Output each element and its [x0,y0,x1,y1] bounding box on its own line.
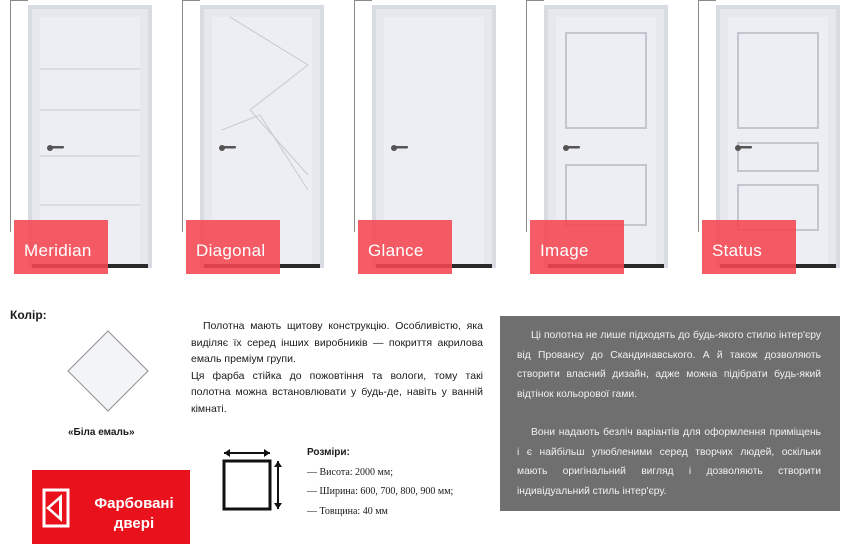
painted-doors-badge[interactable] [32,470,190,544]
size-item-height: — Висота: 2000 мм; [307,466,393,478]
size-item-thickness: — Товщина: 40 мм [307,505,388,517]
door-name-status[interactable]: Status [702,220,796,274]
door-name-glance[interactable]: Glance [358,220,452,274]
frame-line [698,0,716,1]
frame-line [354,0,372,1]
frame-line [526,0,527,232]
badge-line: Фарбовані [94,495,174,512]
door-icon [42,488,72,528]
description-text [191,318,483,417]
door-card-status[interactable] [698,0,848,272]
door-name-meridian[interactable]: Meridian [14,220,108,274]
door-card-diagonal[interactable] [182,0,332,272]
color-title: Колір: [10,308,47,322]
door-card-glance[interactable] [354,0,504,272]
frame-line [10,0,11,232]
info-box [500,316,840,511]
badge-label [80,494,188,534]
frame-line [526,0,544,1]
door-card-meridian[interactable] [10,0,160,272]
door-name-image[interactable]: Image [530,220,624,274]
frame-line [10,0,28,1]
frame-line [182,0,200,1]
frame-line [698,0,699,232]
frame-line [182,0,183,232]
color-swatch [66,329,150,413]
sizes-list [307,443,453,521]
door-name-diagonal[interactable]: Diagonal [186,220,280,274]
info-paragraph: Ці полотна не лише підходять до будь-якого стилю інтер'єру від Провансу до Скандинавського. А й також дозволяють створити власний дизайн, адже можна підібрати будь-який відтінок кольорової гами. [517,330,821,400]
sizes-title: Розміри: [307,447,350,458]
description-paragraph: Полотна мають щитову конструкцію. Особливістю, яка виділяє їх серед інших виробників — покриття акрилова емаль преміум групи. [191,320,483,365]
info-paragraph: Вони надають безліч варіантів для оформлення приміщень і є найбільш улюбленими серед творчих людей, оскільки мають оригінальний вигляд і дозволяють створити індивідуальний стиль інтер'єру. [517,427,821,497]
size-item-width: — Ширина: 600, 700, 800, 900 мм; [307,486,454,497]
door-card-image[interactable] [526,0,676,272]
description-paragraph: Ця фарба стійка до пожовтіння та вологи, тому такі полотна можна встановлювати у будь-де, навіть у ванній кімнаті. [191,369,483,415]
frame-line [354,0,355,232]
color-swatch-caption: «Біла емаль» [68,427,135,438]
dimensions-icon [222,448,288,512]
badge-line: двері [113,515,155,532]
